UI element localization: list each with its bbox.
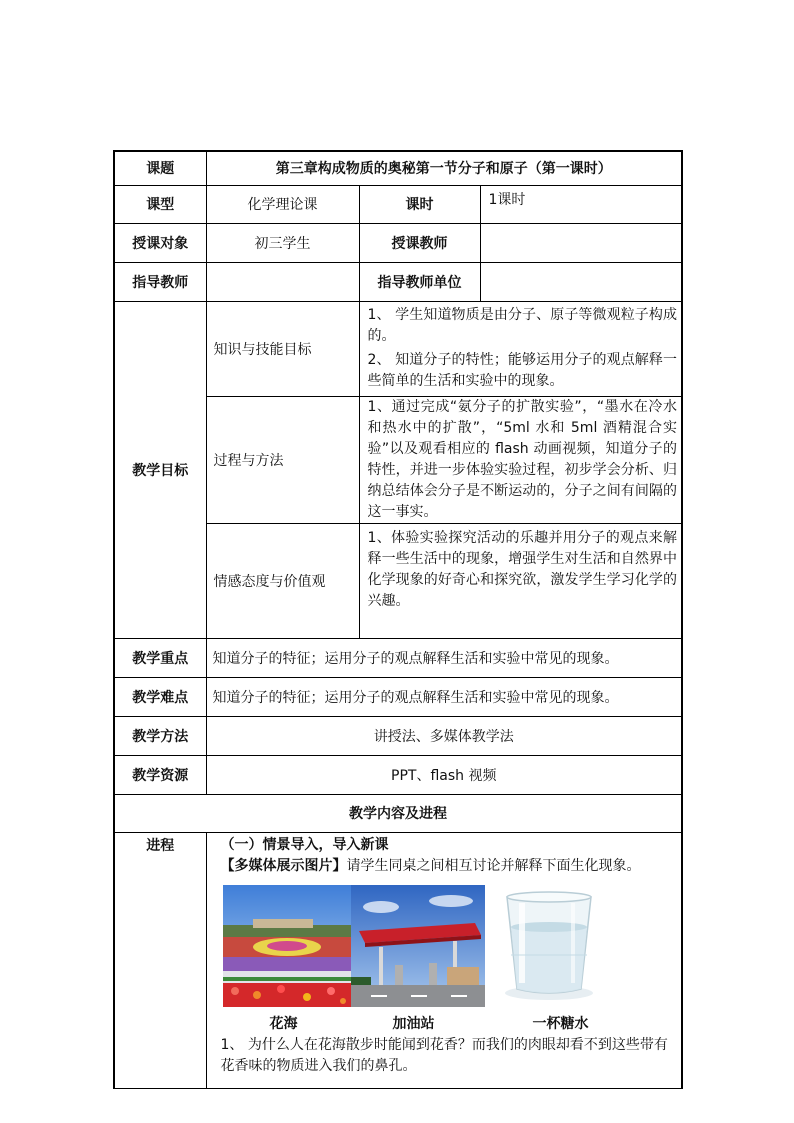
focus-label: 教学重点 — [114, 638, 206, 677]
teacher-value — [480, 223, 682, 262]
difficulty-value: 知道分子的特征；运用分子的观点解释生活和实验中常见的现象。 — [206, 677, 682, 716]
process-intro-line — [221, 856, 676, 877]
period-value: 1课时 — [480, 185, 682, 223]
process-tag: 【多媒体展示图片】 — [220, 857, 347, 874]
topic-label: 课题 — [114, 151, 206, 185]
process-label: 进程 — [114, 832, 206, 1088]
audience-label: 授课对象 — [114, 223, 206, 262]
goal-knowledge-line-2: 2、 知道分子的特性；能够运用分子的观点解释一些简单的生活和实验中的现象。 — [367, 352, 677, 389]
picture-row — [223, 881, 676, 1007]
caption-sugar-water: 一杯糖水 — [532, 1015, 589, 1032]
goal-attitude-line-1: 1、体验实验探究活动的乐趣并用分子的观点来解释一些生活中的现象，增强学生对生活和自然界中化学现象的好奇心和探究欲，激发学生学习化学的兴趣。 — [367, 529, 677, 609]
goals-label: 教学目标 — [114, 301, 206, 638]
resource-label: 教学资源 — [114, 755, 206, 794]
flower-sea-image — [223, 885, 351, 1007]
mentor-label: 指导教师 — [114, 262, 206, 301]
caption-flower-sea: 花海 — [269, 1015, 298, 1032]
process-question: 1、 为什么人在花海散步时能闻到花香？而我们的肉眼却看不到这些带有花香味的物质进入我们的鼻孔。 — [220, 1036, 668, 1074]
mentor-unit-value — [480, 262, 682, 301]
goal-sub-process: 过程与方法 — [206, 396, 359, 523]
process-heading: （一）情景导入，导入新课 — [220, 836, 389, 853]
method-label: 教学方法 — [114, 716, 206, 755]
goal-knowledge — [359, 301, 682, 396]
topic-value: 第三章构成物质的奥秘第一节分子和原子（第一课时） — [206, 151, 682, 185]
process-intro: 请学生同桌之间相互讨论并解释下面生化现象。 — [346, 857, 641, 874]
goal-knowledge-line-1: 1、 学生知道物质是由分子、原子等微观粒子构成的。 — [367, 307, 677, 344]
goal-sub-attitude: 情感态度与价值观 — [206, 523, 359, 638]
picture-captions — [221, 1014, 676, 1035]
gas-station-image — [351, 885, 485, 1007]
period-label: 课时 — [359, 185, 480, 223]
mentor-unit-label: 指导教师单位 — [359, 262, 480, 301]
difficulty-label: 教学难点 — [114, 677, 206, 716]
focus-value: 知道分子的特征；运用分子的观点解释生活和实验中常见的现象。 — [206, 638, 682, 677]
teacher-label: 授课教师 — [359, 223, 480, 262]
resource-value: PPT、flash 视频 — [206, 755, 682, 794]
type-label: 课型 — [114, 185, 206, 223]
mentor-value — [206, 262, 359, 301]
goal-process — [359, 396, 682, 523]
type-value: 化学理论课 — [206, 185, 359, 223]
goal-process-line-1: 1、通过完成“氨分子的扩散实验”，“墨水在冷水和热水中的扩散”，“5ml 水和 5ml 酒精混合实验”以及观看相应的 flash 动画视频，知道分子的特性，并进一步体验实验过程，初步学会分析、归纳总结体会分子是不断运动的，分子之间有间隔的这一事实。 — [367, 398, 677, 520]
lesson-plan-table — [113, 150, 683, 1089]
sugar-water-glass-image — [497, 885, 623, 1007]
audience-value: 初三学生 — [206, 223, 359, 262]
goal-sub-knowledge: 知识与技能目标 — [206, 301, 359, 396]
content-header: 教学内容及进程 — [114, 794, 682, 832]
method-value: 讲授法、多媒体教学法 — [206, 716, 682, 755]
goal-attitude — [359, 523, 682, 638]
process-content — [206, 832, 682, 1088]
caption-gas-station: 加油站 — [392, 1015, 435, 1032]
